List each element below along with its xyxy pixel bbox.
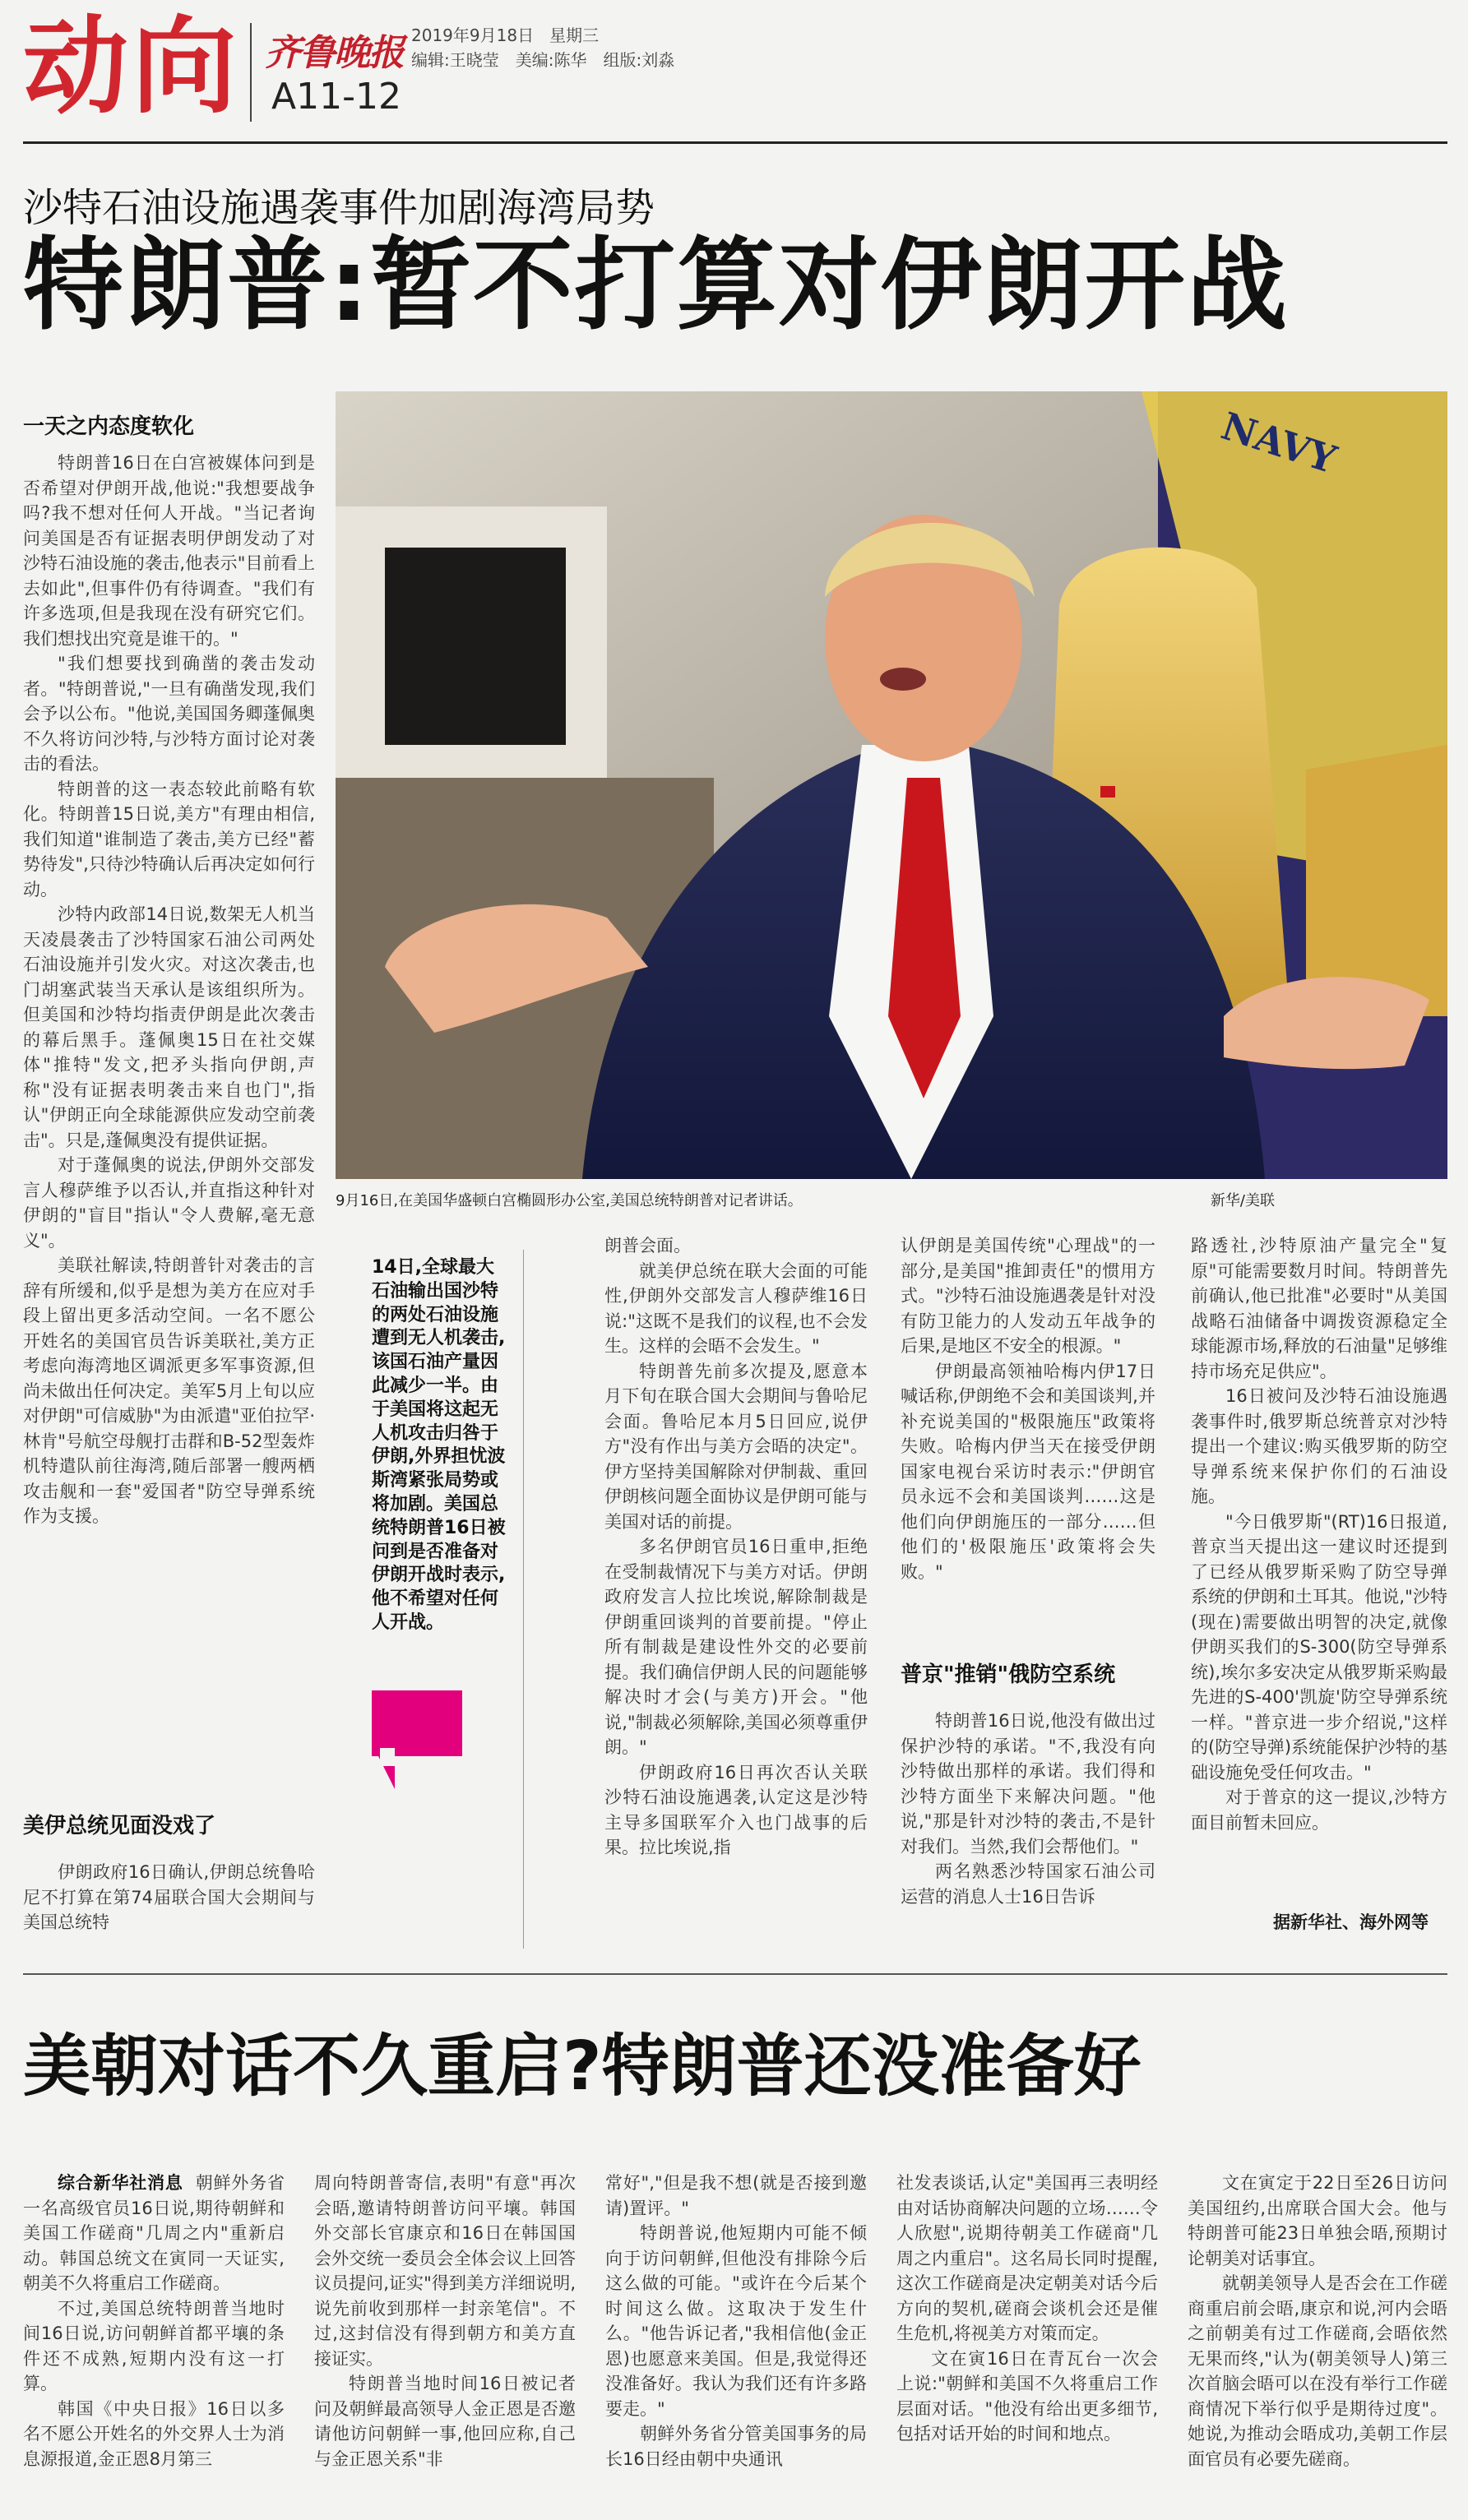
paragraph: 周向特朗普寄信,表明"有意"再次会晤,邀请特朗普访问平壤。韩国外交部长官康京和16日在韩国国会外交统一委员会全体会议上回答议员提问,证实"得到美方洋细说明,说先前收到那样一封亲笔信"。不过,这封信没有得到朝方和美方直接证实。: [314, 2173, 576, 2369]
photo-credit: 新华/美联: [1210, 1192, 1275, 1209]
subhead-attitude: 一天之内态度软化: [23, 414, 195, 439]
paragraph: 特朗普说,他短期内可能不倾向于访问朝鲜,但他没有排除今后这么做的可能。"或许在今后某个时间这么做。这取决于发生什么。"他告诉记者,"我相信他(金正恩)也愿意来美国。但是,我觉得还没准备好。我认为我们还有许多路要走。": [605, 2223, 867, 2419]
bottom-column-2: [314, 2171, 576, 2516]
paragraph: 沙特内政部14日说,数架无人机当天凌晨袭击了沙特国家石油公司两处石油设施并引发火灾。对这次袭击,也门胡塞武装当天承认是该组织所为。但美国和沙特均指责伊朗是此次袭击的幕后黑手。蓬佩奥15日在社交媒体"推特"发文,把矛头指向伊朗,声称"没有证据表明袭击来自也门",指认"伊朗正向全球能源供应发动空前袭击"。只是,蓬佩奥没有提供证据。: [23, 904, 315, 1150]
paragraph: 多名伊朗官员16日重申,拒绝在受制裁情况下与美方对话。伊朗政府发言人拉比埃说,解除制裁是伊朗重回谈判的首要前提。"停止所有制裁是建设性外交的必要前提。我们确信伊朗人民的问题能够解决时才会(与美方)开会。"他说,"制裁必须解除,美国必须尊重伊朗。": [604, 1537, 868, 1757]
paragraph: 不过,美国总统特朗普当地时间16日说,访问朝鲜首都平壤的条件还不成熟,短期内没有这一打算。: [23, 2298, 285, 2393]
newspaper-logo: 齐鲁晚报: [265, 32, 403, 74]
article-headline: 特朗普:暂不打算对伊朗开战: [23, 227, 1289, 344]
issue-date: 2019年9月18日: [411, 25, 535, 45]
photo-caption-line: [336, 1189, 1447, 1210]
paragraph: 对于普京的这一提议,沙特方面目前暂未回应。: [1191, 1787, 1447, 1833]
column-4: [1191, 1233, 1447, 1907]
subhead-meeting: 美伊总统见面没戏了: [23, 1814, 216, 1838]
photo-illustration: [336, 391, 1447, 1179]
flag-text: NAVY: [1216, 403, 1342, 483]
column-1: [23, 451, 315, 1799]
paragraph: 社发表谈话,认定"美国再三表明经由对话协商解决问题的立场……令人欣慰",说期待朝美工作磋商"几周之内重启"。这名局长同时提醒,这次工作磋商是决定朝美对话今后方向的契机,磋商会谈机会还是催生危机,将视美方对策而定。: [896, 2173, 1158, 2343]
paragraph: 特朗普的这一表态较此前略有软化。特朗普15日说,美方"有理由相信,我们知道"谁制造了袭击,美方已经"蓄势待发",只待沙特确认后再决定如何行动。: [23, 779, 315, 899]
paragraph: 特朗普先前多次提及,愿意本月下旬在联合国大会期间与鲁哈尼会面。鲁哈尼本月5日回应,说伊方"没有作出与美方会晤的决定"。伊方坚持美国解除对伊制裁、重回伊朗核问题全面协议是伊朗可能与美国对话的前提。: [604, 1361, 868, 1532]
quote-mark-icon: [372, 1690, 462, 1789]
paragraph: 美联社解读,特朗普针对袭击的言辞有所缓和,似乎是想为美方在应对手段上留出更多活动空间。一名不愿公开姓名的美国官员告诉美联社,美方正考虑向海湾地区调派更多军事资源,但尚未做出任何决定。美军5月上旬以应对伊朗"可信威胁"为由派遣"亚伯拉罕·林肯"号航空母舰打击群和B-52型轰炸机特遣队前往海湾,随后部署一艘两栖攻击舰和一套"爱国者"防空导弹系统作为支援。: [23, 1255, 315, 1526]
column-3-tail: [901, 1709, 1155, 1939]
bottom-headline: 美朝对话不久重启?特朗普还没准备好: [23, 2028, 1142, 2106]
bottom-column-4: [896, 2171, 1158, 2516]
paragraph: 特朗普16日说,他没有做出过保护沙特的承诺。"不,我没有向沙特做出那样的承诺。我们得和沙特方面坐下来解决问题。"他说,"那是针对沙特的袭击,不是针对我们。当然,我们会帮他们。": [901, 1711, 1155, 1856]
paragraph: 常好","但是我不想(就是否接到邀请)置评。": [605, 2173, 867, 2218]
subhead-putin: 普京"推销"俄防空系统: [901, 1662, 1116, 1687]
article-kicker: 沙特石油设施遇袭事件加剧海湾局势: [23, 185, 655, 231]
masthead-meta: [411, 23, 674, 72]
issue-weekday: 星期三: [549, 25, 600, 45]
paragraph: 路透社,沙特原油产量完全"复原"可能需要数月时间。特朗普先前确认,他已批准"必要时"从美国战略石油储备中调拨资源稳定全球能源市场,释放的石油量"足够维持市场充足供应"。: [1191, 1236, 1447, 1381]
paragraph: 伊朗政府16日再次否认关联沙特石油设施遇袭,认定这是沙特主导多国联军介入也门战事的后果。拉比埃说,指: [604, 1762, 868, 1857]
paragraph: 对于蓬佩奥的说法,伊朗外交部发言人穆萨维予以否认,并直指这种针对伊朗的"盲目"指认"令人费解,毫无意义"。: [23, 1155, 315, 1251]
paragraph: 伊朗最高领袖哈梅内伊17日喊话称,伊朗绝不会和美国谈判,并补充说美国的"极限施压"政策将失败。哈梅内伊当天在接受伊朗国家电视台采访时表示:"伊朗官员永远不会和美国谈判……这是他们向伊朗施压的一部分……但他们的'极限施压'政策将会失败。": [901, 1361, 1155, 1582]
column-3: [901, 1233, 1155, 1644]
bottom-column-5: [1188, 2171, 1447, 2516]
photo-caption: 9月16日,在美国华盛顿白宫椭圆形办公室,美国总统特朗普对记者讲话。: [336, 1192, 803, 1209]
editor-credits: 编辑:王晓莹 美编:陈华 组版:刘淼: [411, 50, 675, 70]
paragraph: 就美伊总统在联大会面的可能性,伊朗外交部发言人穆萨维16日说:"这既不是我们的议程,也不会发生。这样的会晤不会发生。": [604, 1260, 868, 1356]
article-photo: [336, 391, 1447, 1179]
bottom-column-3: [605, 2171, 867, 2516]
byline: 综合新华社消息: [58, 2173, 183, 2193]
paragraph: 就朝美领导人是否会在工作磋商重启前会晤,康京和说,河内会晤之前朝美有过工作磋商,会晤依然无果而终,"认为(朝美领导人)第三次首脑会晤可以在没有举行工作磋商情况下举行似乎是期待过度"。她说,为推动会晤成功,美朝工作层面官员有必要先磋商。: [1188, 2273, 1447, 2469]
paragraph: 韩国《中央日报》16日以多名不愿公开姓名的外交界人士为消息源报道,金正恩8月第三: [23, 2398, 285, 2469]
paragraph: 特朗普16日在白宫被媒体问到是否希望对伊朗开战,他说:"我想要战争吗?我不想对任何人开战。"当记者询问美国是否有证据表明伊朗发动了对沙特石油设施的袭击,他表示"目前看上去如此",但事件仍有待调查。"我们有许多选项,但是我现在没有研究它们。我们想找出究竟是谁干的。": [23, 453, 315, 649]
paragraph: 文在寅定于22日至26日访问美国纽约,出席联合国大会。他与特朗普可能23日单独会晤,预期讨论朝美对话事宜。: [1188, 2173, 1447, 2268]
bottom-column-1: [23, 2171, 285, 2516]
paragraph: 认伊朗是美国传统"心理战"的一部分,是美国"推卸责任"的惯用方式。"沙特石油设施遇袭是针对没有防卫能力的人发动五年战争的后果,是地区不安全的根源。": [901, 1236, 1155, 1356]
paragraph: "我们想要找到确凿的袭击发动者。"特朗普说,"一旦有确凿发现,我们会予以公布。"他说,美国国务卿蓬佩奥不久将访问沙特,与沙特方面讨论对袭击的看法。: [23, 654, 315, 774]
column-1-tail: [23, 1860, 315, 1938]
masthead-rule: [23, 141, 1447, 144]
paragraph: 朝鲜外务省一名高级官员16日说,期待朝鲜和美国工作磋商"几周之内"重新启动。韩国总统文在寅同一天证实,朝美不久将重启工作磋商。: [23, 2173, 285, 2293]
section-title: 动向: [23, 6, 241, 128]
column-2: [604, 1233, 868, 1940]
column-divider: [523, 1250, 524, 1949]
paragraph: 文在寅16日在青瓦台一次会上说:"朝鲜和美国不久将重启工作层面对话。"他没有给出更多细节,包括对话开始的时间和地点。: [896, 2348, 1158, 2444]
paragraph: 两名熟悉沙特国家石油公司运营的消息人士16日告诉: [901, 1861, 1155, 1907]
masthead-divider: [250, 23, 252, 122]
source-credit: 据新华社、海外网等: [1273, 1912, 1429, 1932]
paragraph: "今日俄罗斯"(RT)16日报道,普京当天提出这一建议时还提到了已经从俄罗斯采购了防空导弹系统的伊朗和土耳其。他说,"沙特(现在)需要做出明智的决定,就像伊朗买我们的S-300(防空导弹系统),埃尔多安决定从俄罗斯采购最先进的S-400'凯旋'防空导弹系统一样。"普京进一步介绍说,"这样的(防空导弹)系统能保护沙特的基础设施免受任何攻击。": [1191, 1511, 1447, 1782]
paragraph: 朝鲜外务省分管美国事务的局长16日经由朝中央通讯: [605, 2424, 867, 2469]
paragraph: 特朗普当地时间16日被记者问及朝鲜最高领导人金正恩是否邀请他访问朝鲜一事,他回应称,自己与金正恩关系"非: [314, 2374, 576, 2469]
pull-quote: 14日,全球最大石油输出国沙特的两处石油设施遭到无人机袭击,该国石油产量因此减少一半。由于美国将这起无人机攻击归咎于伊朗,外界担忧波斯湾紧张局势或将加剧。美国总统特朗普16日被问到是否准备对伊朗开战时表示,他不希望对任何人开战。: [372, 1257, 506, 1633]
page-number: A11-12: [271, 76, 401, 118]
section-rule: [23, 1973, 1447, 1975]
paragraph: 伊朗政府16日确认,伊朗总统鲁哈尼不打算在第74届联合国大会期间与美国总统特: [23, 1862, 315, 1932]
paragraph: 16日被问及沙特石油设施遇袭事件时,俄罗斯总统普京对沙特提出一个建议:购买俄罗斯的防空导弹系统来保护你们的石油设施。: [1191, 1386, 1447, 1506]
paragraph: 朗普会面。: [604, 1236, 691, 1255]
